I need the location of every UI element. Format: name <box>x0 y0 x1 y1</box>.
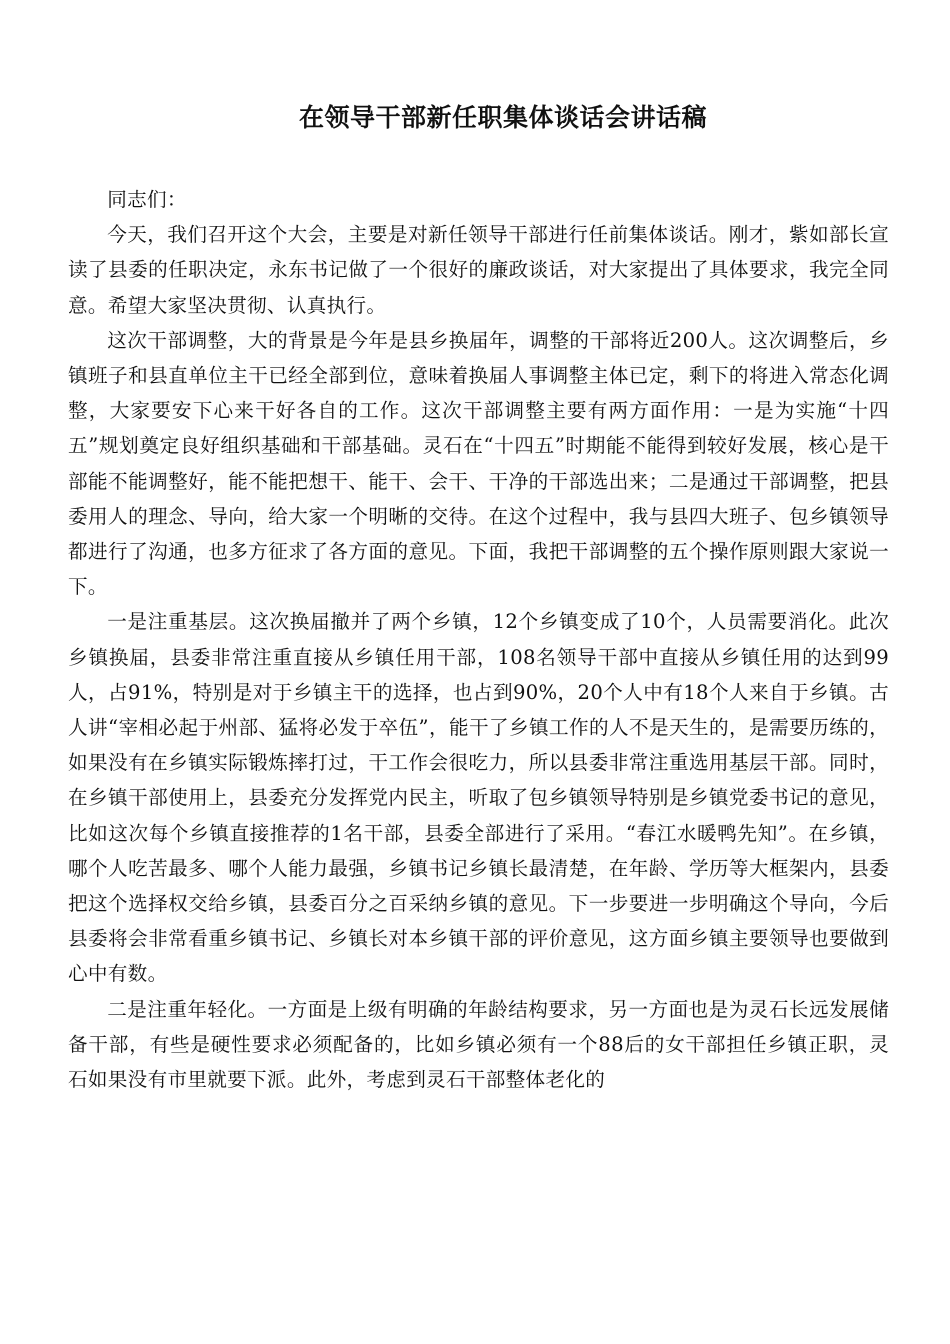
paragraph-principle-youth: 二是注重年轻化。一方面是上级有明确的年龄结构要求，另一方面也是为灵石长远发展储备干部，有些是硬性要求必须配备的，比如乡镇必须有一个88后的女干部担任乡镇正职，灵石如果没有市里就要下派。此外，考虑到灵石干部整体老化的 <box>68 997 889 1092</box>
paragraph-opening: 今天，我们召开这个大会，主要是对新任领导干部进行任前集体谈话。刚才，紫如部长宣读了县委的任职决定，永东书记做了一个很好的廉政谈话，对大家提出了具体要求，我完全同意。希望大家坚决贯彻、认真执行。 <box>68 223 889 317</box>
document-body <box>68 182 889 1097</box>
salutation: 同志们： <box>107 188 187 211</box>
document-title: 在领导干部新任职集体谈话会讲话稿 <box>298 103 707 132</box>
paragraph-principle-grassroots: 一是注重基层。这次换届撤并了两个乡镇，12个乡镇变成了10个，人员需要消化。此次乡镇换届，县委非常注重直接从乡镇任用干部，108名领导干部中直接从乡镇任用的达到99人，占91%，特别是对于乡镇主干的选择，也占到90%，20个人中有18个人来自于乡镇。古人讲“宰相必起于州部、猛将必发于卒伍”，能干了乡镇工作的人不是天生的，是需要历练的，如果没有在乡镇实际锻炼摔打过，干工作会很吃力，所以县委非常注重选用基层干部。同时，在乡镇干部使用上，县委充分发挥党内民主，听取了包乡镇领导特别是乡镇党委书记的意见，比如这次每个乡镇直接推荐的1名干部，县委全部进行了采用。“春江水暖鸭先知”。在乡镇，哪个人吃苦最多、哪个人能力最强，乡镇书记乡镇长最清楚，在年龄、学历等大框架内，县委把这个选择权交给乡镇，县委百分之百采纳乡镇的意见。下一步要进一步明确这个导向，今后县委将会非常看重乡镇书记、乡镇长对本乡镇干部的评价意见，这方面乡镇主要领导也要做到心中有数。 <box>68 610 889 986</box>
paragraph-background: 这次干部调整，大的背景是今年是县乡换届年，调整的干部将近200人。这次调整后，乡镇班子和县直单位主干已经全部到位，意味着换届人事调整主体已定，剩下的将进入常态化调整，大家要安下心来干好各自的工作。这次干部调整主要有两方面作用：一是为实施“十四五”规划奠定良好组织基础和干部基础。灵石在“十四五”时期能不能得到较好发展，核心是干部能不能调整好，能不能把想干、能干、会干、干净的干部选出来；二是通过干部调整，把县委用人的理念、导向，给大家一个明晰的交待。在这个过程中，我与县四大班子、包乡镇领导都进行了沟通，也多方征求了各方面的意见。下面，我把干部调整的五个操作原则跟大家说一下。 <box>68 328 889 599</box>
